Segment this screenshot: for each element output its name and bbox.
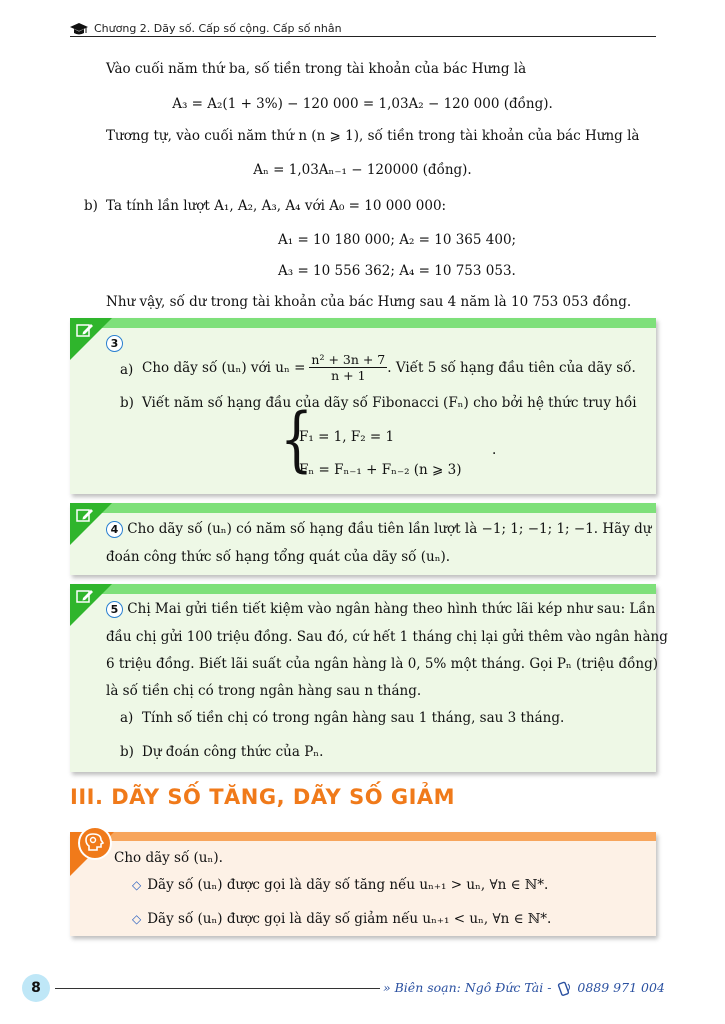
section-title: III. DÃY SỐ TĂNG, DÃY SỐ GIẢM [70,785,456,809]
equation: Fₙ = Fₙ₋₁ + Fₙ₋₂ (n ⩾ 3) [299,462,462,478]
pencil-icon [76,507,94,523]
fraction-numerator: n² + 3n + 7 [311,352,386,367]
equation: Aₙ = 1,03Aₙ₋₁ − 120000 (đồng). [253,162,472,178]
header-divider [70,36,656,37]
punctuation: . [492,442,497,458]
equation: A₃ = A₂(1 + 3%) − 120 000 = 1,03A₂ − 120 000 (đồng). [172,96,553,112]
exercise-text: Cho dãy số (uₙ) với uₙ = [142,359,306,376]
box-top-bar [70,584,656,594]
system-brace: { [280,399,314,481]
text-paragraph: Ta tính lần lượt A₁, A₂, A₃, A₄ với A₀ = 10 000 000: [106,198,447,214]
definition-intro: Cho dãy số (uₙ). [114,850,223,866]
definition-item [132,911,551,927]
exercise-text: Tính số tiền chị có trong ngân hàng sau 1 tháng, sau 3 tháng. [142,710,565,726]
phone-icon [555,981,573,997]
box-top-bar [70,832,656,841]
text-paragraph: Tương tự, vào cuối năm thứ n (n ⩾ 1), số tiền trong tài khoản của bác Hưng là [106,128,640,144]
exercise-box-5 [70,584,668,772]
phone-number: 0889 971 004 [577,980,665,995]
exercise-text: đầu chị gửi 100 triệu đồng. Sau đó, cứ hết 1 tháng chị lại gửi thêm vào ngân hàng [106,629,668,645]
equation: A₃ = 10 556 362; A₄ = 10 753 053. [278,263,516,279]
author-credit: » Biên soạn: Ngô Đức Tài - [383,980,552,995]
fraction-denominator: n + 1 [331,368,366,383]
diamond-bullet-icon: ◇ [132,912,142,926]
exercise-box-4 [70,503,656,575]
graduation-cap-icon [70,23,88,35]
exercise-5-line [106,601,655,618]
exercise-text: . Viết 5 số hạng đầu tiên của dãy số. [387,359,636,376]
item-label: b) [120,395,134,411]
exercise-text: Dự đoán công thức của Pₙ. [142,744,324,760]
box-top-bar [70,318,656,328]
definition-text: Dãy số (uₙ) được gọi là dãy số giảm nếu uₙ₊₁ < uₙ, ∀n ∈ ℕ*. [147,911,552,927]
exercise-text: Viết năm số hạng đầu của dãy số Fibonacci (Fₙ) cho bởi hệ thức truy hồi [142,395,637,411]
item-label: b) [120,744,134,760]
exercise-text: Cho dãy số (uₙ) có năm số hạng đầu tiên lần lượt là −1; 1; −1; 1; −1. Hãy dự [127,521,652,537]
exercise-box-3 [70,318,656,494]
exercise-number: 4 [106,521,123,538]
page-number: 8 [22,974,50,1002]
fraction [309,352,387,383]
definition-box [70,832,656,936]
exercise-number: 5 [106,601,123,618]
exercise-text: đoán công thức số hạng tổng quát của dãy số (uₙ). [106,549,451,565]
equation: A₁ = 10 180 000; A₂ = 10 365 400; [278,232,517,248]
page-header [70,22,342,35]
footer-divider [55,988,380,989]
text-paragraph: Vào cuối năm thứ ba, số tiền trong tài khoản của bác Hưng là [106,61,527,77]
definition-item [132,877,548,893]
exercise-3a [142,352,636,383]
exercise-text: 6 triệu đồng. Biết lãi suất của ngân hàng là 0, 5% một tháng. Gọi Pₙ (triệu đồng) [106,656,659,672]
item-label: a) [120,362,134,378]
text-paragraph: Như vậy, số dư trong tài khoản của bác Hưng sau 4 năm là 10 753 053 đồng. [106,294,632,310]
diamond-bullet-icon: ◇ [132,878,142,892]
chapter-title: Chương 2. Dãy số. Cấp số cộng. Cấp số nhân [94,22,342,35]
exercise-text: Chị Mai gửi tiền tiết kiệm vào ngân hàng theo hình thức lãi kép như sau: Lần [127,601,656,617]
pencil-icon [76,322,94,338]
equation: F₁ = 1, F₂ = 1 [299,429,395,445]
item-label: a) [120,710,134,726]
exercise-text: là số tiền chị có trong ngân hàng sau n tháng. [106,683,422,699]
definition-text: Dãy số (uₙ) được gọi là dãy số tăng nếu uₙ₊₁ > uₙ, ∀n ∈ ℕ*. [147,877,549,893]
box-top-bar [70,503,656,513]
pencil-icon [76,588,94,604]
item-label: b) [84,198,98,214]
footer-credit [383,980,665,997]
exercise-4-line [106,521,651,538]
head-gear-icon [78,826,112,860]
exercise-number: 3 [106,335,123,352]
